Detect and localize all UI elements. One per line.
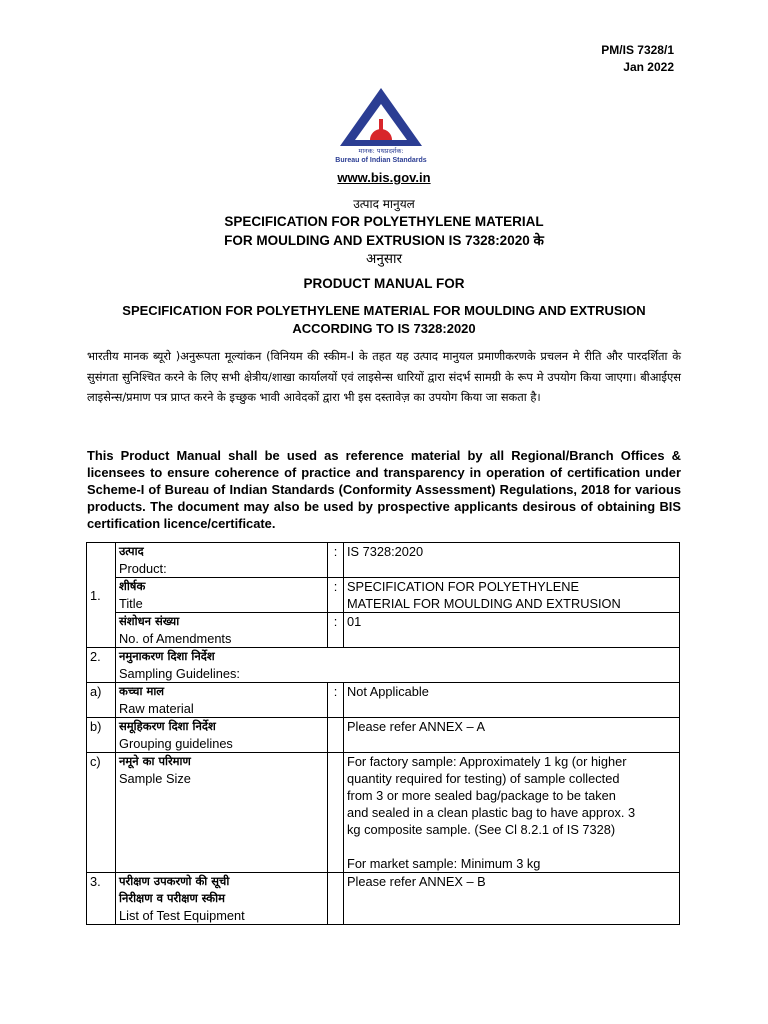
value-line: For market sample: Minimum 3 kg	[347, 856, 541, 871]
table-row-product	[87, 543, 680, 578]
bis-logo-icon	[330, 86, 432, 164]
logo-english-text: Bureau of Indian Standards	[335, 157, 427, 164]
label-hindi: नमुनाकरण दिशा निर्देश	[119, 649, 215, 663]
colon: :	[328, 543, 344, 578]
value-line: MATERIAL FOR MOULDING AND EXTRUSION	[347, 596, 621, 611]
label-english: Sample Size	[119, 771, 191, 786]
doc-ref-number: PM/IS 7328/1	[601, 43, 674, 57]
title-line-2: FOR MOULDING AND EXTRUSION IS 7328:2020 के	[224, 233, 544, 248]
value-line: quantity required for testing) of sample collected	[347, 771, 620, 786]
value-cell	[344, 753, 680, 873]
label-english: Grouping guidelines	[119, 736, 233, 751]
label-cell	[116, 543, 328, 578]
english-paragraph: This Product Manual shall be used as reference material by all Regional/Branch Offices & licensees to ensure coherence of practice and transparency in operation of certification under Scheme-I of Bureau of Indian Standards (Conformity Assessment) Regulations, 2018 for various products. The document may also be used by prospective applicants desirous of obtaining BIS certification licence/certificate.	[87, 448, 681, 531]
label-cell	[116, 753, 328, 873]
label-hindi: शीर्षक	[119, 579, 146, 593]
colon	[328, 718, 344, 753]
row-number: b)	[87, 718, 116, 753]
doc-date: Jan 2022	[623, 60, 674, 74]
label-hindi: नमूने का परिमाण	[119, 754, 191, 768]
value-line: and sealed in a clean plastic bag to have approx. 3	[347, 805, 636, 820]
label-hindi: कच्चा माल	[119, 684, 165, 698]
table-row-amendments	[87, 613, 680, 648]
label-hindi: निरीक्षण व परीक्षण स्कीम	[119, 891, 225, 905]
table-row-title	[87, 578, 680, 613]
label-english: List of Test Equipment	[119, 908, 245, 923]
spec-title-line-1: SPECIFICATION FOR POLYETHYLENE MATERIAL FOR MOULDING AND EXTRUSION	[122, 303, 646, 318]
table-row-grouping	[87, 718, 680, 753]
website-link[interactable]: www.bis.gov.in	[337, 170, 431, 185]
label-cell	[116, 873, 328, 925]
colon	[328, 873, 344, 925]
label-english: Sampling Guidelines:	[119, 666, 240, 681]
logo-hindi-text: मानक: पथप्रदर्शक:	[358, 147, 404, 155]
label-cell	[116, 613, 328, 648]
table-row-sample-size	[87, 753, 680, 873]
colon: :	[328, 578, 344, 613]
colon	[328, 753, 344, 873]
row-number: c)	[87, 753, 116, 873]
table-row-sampling	[87, 648, 680, 683]
document-reference	[601, 42, 674, 76]
hindi-paragraph: भारतीय मानक ब्यूरो )अनुरूपता मूल्यांकन (विनियम की स्कीम-I के तहत यह उत्पाद मानुयल प्रमाणीकरणके प्रचलन मे रीति और पारदर्शिता के सुसंगता सुनिश्चित करने के लिए सभी क्षेत्रीय/शाखा कार्यालयों एवं लाइसेन्स धारियों द्वारा संदर्भ सामग्री के रूप मे उपयोग किया जाएगा। बीआईएस लाइसेन्स/प्रमाण पत्र प्राप्त करने के इच्छुक भावी आवेदकों द्वारा भी इस दस्तावेज़ का उपयोग किया जा सकता है।	[87, 349, 681, 404]
value-line	[347, 838, 676, 855]
label-english: Title	[119, 596, 143, 611]
row-number: 1.	[87, 543, 116, 648]
value-cell: Please refer ANNEX – A	[344, 718, 680, 753]
value-cell	[344, 578, 680, 613]
colon: :	[328, 613, 344, 648]
label-hindi: परीक्षण उपकरणो की सूची	[119, 874, 230, 888]
table-row-raw-material	[87, 683, 680, 718]
value-cell: IS 7328:2020	[344, 543, 680, 578]
value-line: For factory sample: Approximately 1 kg (or higher	[347, 754, 627, 769]
value-line: from 3 or more sealed bag/package to be taken	[347, 788, 616, 803]
table-row-test-equipment	[87, 873, 680, 925]
label-english: Product:	[119, 561, 167, 576]
row-number: 3.	[87, 873, 116, 925]
document-title	[0, 212, 768, 269]
label-hindi: संशोधन संख्या	[119, 614, 180, 628]
spec-title-line-2: ACCORDING TO IS 7328:2020	[292, 321, 476, 336]
label-hindi: उत्पाद	[119, 544, 144, 558]
colon: :	[328, 683, 344, 718]
value-line: kg composite sample. (See Cl 8.2.1 of IS 7328)	[347, 822, 616, 837]
value-cell: Please refer ANNEX – B	[344, 873, 680, 925]
product-manual-heading: PRODUCT MANUAL FOR	[303, 276, 465, 291]
value-cell: 01	[344, 613, 680, 648]
row-number: a)	[87, 683, 116, 718]
label-cell	[116, 578, 328, 613]
hindi-heading: उत्पाद मानुयल	[353, 197, 415, 211]
row-number: 2.	[87, 648, 116, 683]
product-details-table	[86, 542, 680, 925]
value-cell: Not Applicable	[344, 683, 680, 718]
spec-title	[0, 302, 768, 338]
label-cell	[116, 718, 328, 753]
label-cell	[116, 683, 328, 718]
value-line: SPECIFICATION FOR POLYETHYLENE	[347, 579, 580, 594]
label-english: Raw material	[119, 701, 194, 716]
label-cell	[116, 648, 680, 683]
label-english: No. of Amendments	[119, 631, 232, 646]
title-line-3: अनुसार	[366, 251, 402, 267]
label-hindi: समूहिकरण दिशा निर्देश	[119, 719, 216, 733]
title-line-1: SPECIFICATION FOR POLYETHYLENE MATERIAL	[224, 214, 544, 229]
